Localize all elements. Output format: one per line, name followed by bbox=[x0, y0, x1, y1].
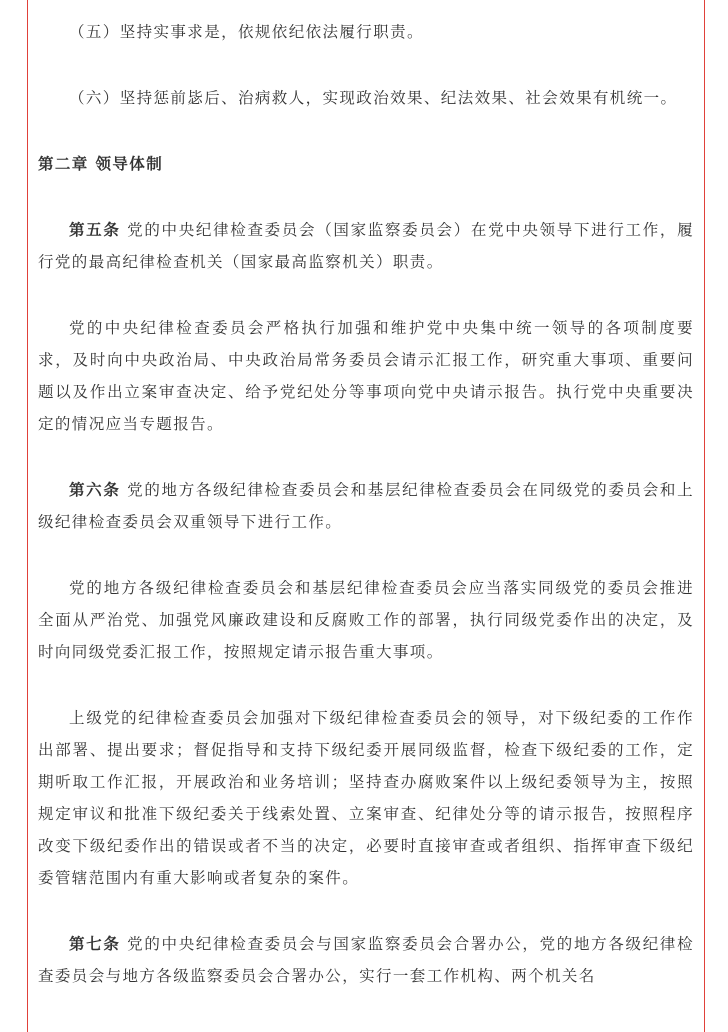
article-text: 党的地方各级纪律检查委员会和基层纪律检查委员会在同级党的委员会和上级纪律检查委员会双重领导下进行工作。 bbox=[38, 481, 695, 531]
article-label: 第五条 bbox=[69, 221, 121, 239]
article-text: 党的中央纪律检查委员会与国家监察委员会合署办公，党的地方各级纪律检查委员会与地方各级监察委员会合署办公，实行一套工作机构、两个机关名 bbox=[38, 935, 695, 985]
paragraph-article-6 bbox=[38, 474, 694, 538]
chapter-heading: 第二章 领导体制 bbox=[38, 155, 164, 173]
paragraph-item-6: （六）坚持惩前毖后、治病救人，实现政治效果、纪法效果、社会效果有机统一。 bbox=[69, 89, 678, 107]
article-label: 第七条 bbox=[69, 935, 121, 953]
paragraph-article-6-part-3: 上级党的纪律检查委员会加强对下级纪律检查委员会的领导，对下级纪委的工作作出部署、提出要求；督促指导和支持下级纪委开展同级监督，检查下级纪委的工作，定期听取工作汇报，开展政治和业务培训；坚持查办腐败案件以上级纪委领导为主，按照规定审议和批准下级纪委关于线索处置、立案审查、纪律处分等的请示报告，按照程序改变下级纪委作出的错误或者不当的决定，必要时直接审查或者组织、指挥审查下级纪委管辖范围内有重大影响或者复杂的案件。 bbox=[38, 709, 694, 887]
paragraph-article-5-part-2: 党的中央纪律检查委员会严格执行加强和维护党中央集中统一领导的各项制度要求，及时向中央政治局、中央政治局常务委员会请示汇报工作，研究重大事项、重要问题以及作出立案审查决定、给予党纪处分等事项向党中央请示报告。执行党中央重要决定的情况应当专题报告。 bbox=[38, 319, 694, 433]
article-label: 第六条 bbox=[69, 481, 121, 499]
paragraph-article-7 bbox=[38, 928, 694, 992]
paragraph-item-5: （五）坚持实事求是，依规依纪依法履行职责。 bbox=[69, 23, 424, 41]
article-frame bbox=[27, 0, 705, 1032]
document-body bbox=[38, 16, 694, 1026]
paragraph-article-6-part-2: 党的地方各级纪律检查委员会和基层纪律检查委员会应当落实同级党的委员会推进全面从严治党、加强党风廉政建设和反腐败工作的部署，执行同级党委作出的决定，及时向同级党委汇报工作，按照规定请示报告重大事项。 bbox=[38, 579, 694, 661]
article-text: 党的中央纪律检查委员会（国家监察委员会）在党中央领导下进行工作，履行党的最高纪律检查机关（国家最高监察机关）职责。 bbox=[38, 221, 695, 271]
paragraph-article-5 bbox=[38, 214, 694, 278]
